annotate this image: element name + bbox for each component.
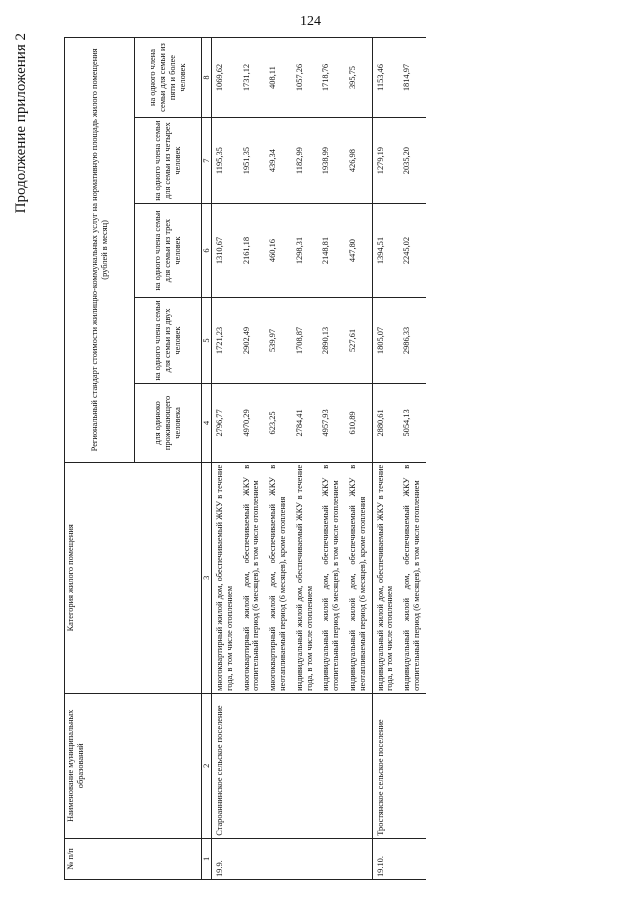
value-family-3: 1310,67 [212, 204, 239, 298]
housing-category: индивидуальный жилой дом, обеспечиваемый ЖКУ в отопительный период (6 месяцев), в том числе отоплением [318, 462, 345, 693]
value-family-3: 460,16 [265, 204, 292, 298]
row-number: 19.10. [372, 838, 426, 879]
value-family-4: 426,98 [345, 118, 372, 204]
column-number: 3 [202, 462, 212, 693]
value-family-2: 2890,13 [318, 297, 345, 383]
municipality-name: Тростянское сельское поселение [372, 693, 426, 838]
value-family-4: 439,34 [265, 118, 292, 204]
header-single: для одиноко проживающего человека [135, 384, 202, 463]
column-number: 4 [202, 384, 212, 463]
value-family-3: 447,80 [345, 204, 372, 298]
value-family-5plus: 1731,12 [239, 38, 266, 118]
value-family-4: 1938,99 [318, 118, 345, 204]
value-family-5plus: 1057,26 [292, 38, 319, 118]
appendix-title: Продолжение приложения 2 [13, 33, 29, 214]
value-family-5plus: 1814,97 [399, 38, 426, 118]
value-single: 2796,77 [212, 384, 239, 463]
header-family-2: на одного члена семьи для семьи из двух человек [135, 297, 202, 383]
column-number: 8 [202, 38, 212, 118]
table-row [372, 38, 399, 880]
housing-category: многоквартирный жилой дом, обеспечиваемый ЖКУ в неотапливаемый период (6 месяцев), кроме отопления [265, 462, 292, 693]
value-family-3: 2245,02 [399, 204, 426, 298]
column-number: 1 [202, 838, 212, 879]
value-single: 5054,13 [399, 384, 426, 463]
column-number: 5 [202, 297, 212, 383]
header-family-5plus: на одного члена семьи для семьи из пяти и более человек [135, 38, 202, 118]
column-number: 7 [202, 118, 212, 204]
header-category: Категория жилого помещения [65, 462, 202, 693]
value-single: 4957,93 [318, 384, 345, 463]
value-family-5plus: 1718,76 [318, 38, 345, 118]
value-family-2: 527,61 [345, 297, 372, 383]
value-family-2: 1721,23 [212, 297, 239, 383]
value-family-3: 2161,18 [239, 204, 266, 298]
value-family-2: 2986,33 [399, 297, 426, 383]
housing-category: индивидуальный жилой дом, обеспечиваемый ЖКУ в неотапливаемый период (6 месяцев), кроме отопления [345, 462, 372, 693]
header-no: № п/п [65, 838, 202, 879]
page-number: 124 [300, 14, 321, 29]
table-row [212, 38, 239, 880]
value-family-2: 2902,49 [239, 297, 266, 383]
header-municipality: Наименование муниципальных образований [65, 693, 202, 838]
housing-category: индивидуальный жилой дом, обеспечиваемый ЖКУ в течение года, в том числе отоплением [292, 462, 319, 693]
header-standard: Региональный стандарт стоимости жилищно-коммунальных услуг на нормативную площадь жилого помещения (рублей в месяц) [65, 38, 135, 463]
header-family-3: на одного члена семьи для семьи из трех человек [135, 204, 202, 298]
housing-category: индивидуальный жилой дом, обеспечиваемый ЖКУ в течение года, в том числе отоплением [372, 462, 399, 693]
column-number-row [202, 38, 212, 880]
rates-table [64, 37, 426, 880]
value-single: 610,89 [345, 384, 372, 463]
value-single: 2880,61 [372, 384, 399, 463]
value-family-4: 1951,35 [239, 118, 266, 204]
housing-category: многоквартирный жилой дом, обеспечиваемый ЖКУ в течение года, в том числе отоплением [212, 462, 239, 693]
housing-category: индивидуальный жилой дом, обеспечиваемый ЖКУ в отопительный период (6 месяцев), в том числе отоплением [399, 462, 426, 693]
value-family-2: 1805,07 [372, 297, 399, 383]
value-family-2: 539,97 [265, 297, 292, 383]
value-family-3: 1394,51 [372, 204, 399, 298]
housing-category: многоквартирный жилой дом, обеспечиваемый ЖКУ в отопительный период (6 месяцев), в том числе отоплением [239, 462, 266, 693]
column-number: 2 [202, 693, 212, 838]
column-number: 6 [202, 204, 212, 298]
value-family-2: 1708,87 [292, 297, 319, 383]
value-family-5plus: 408,11 [265, 38, 292, 118]
value-family-4: 1182,99 [292, 118, 319, 204]
value-family-3: 1298,31 [292, 204, 319, 298]
value-family-4: 1279,19 [372, 118, 399, 204]
value-single: 4970,29 [239, 384, 266, 463]
value-single: 2784,41 [292, 384, 319, 463]
value-family-5plus: 1153,46 [372, 38, 399, 118]
header-family-4: на одного члена семьи для семьи из четырех человек [135, 118, 202, 204]
value-family-4: 1195,35 [212, 118, 239, 204]
value-family-3: 2148,81 [318, 204, 345, 298]
value-family-5plus: 395,75 [345, 38, 372, 118]
value-single: 623,25 [265, 384, 292, 463]
value-family-5plus: 1069,62 [212, 38, 239, 118]
row-number: 19.9. [212, 838, 373, 879]
value-family-4: 2035,20 [399, 118, 426, 204]
municipality-name: Староаннинское сельское поселение [212, 693, 373, 838]
